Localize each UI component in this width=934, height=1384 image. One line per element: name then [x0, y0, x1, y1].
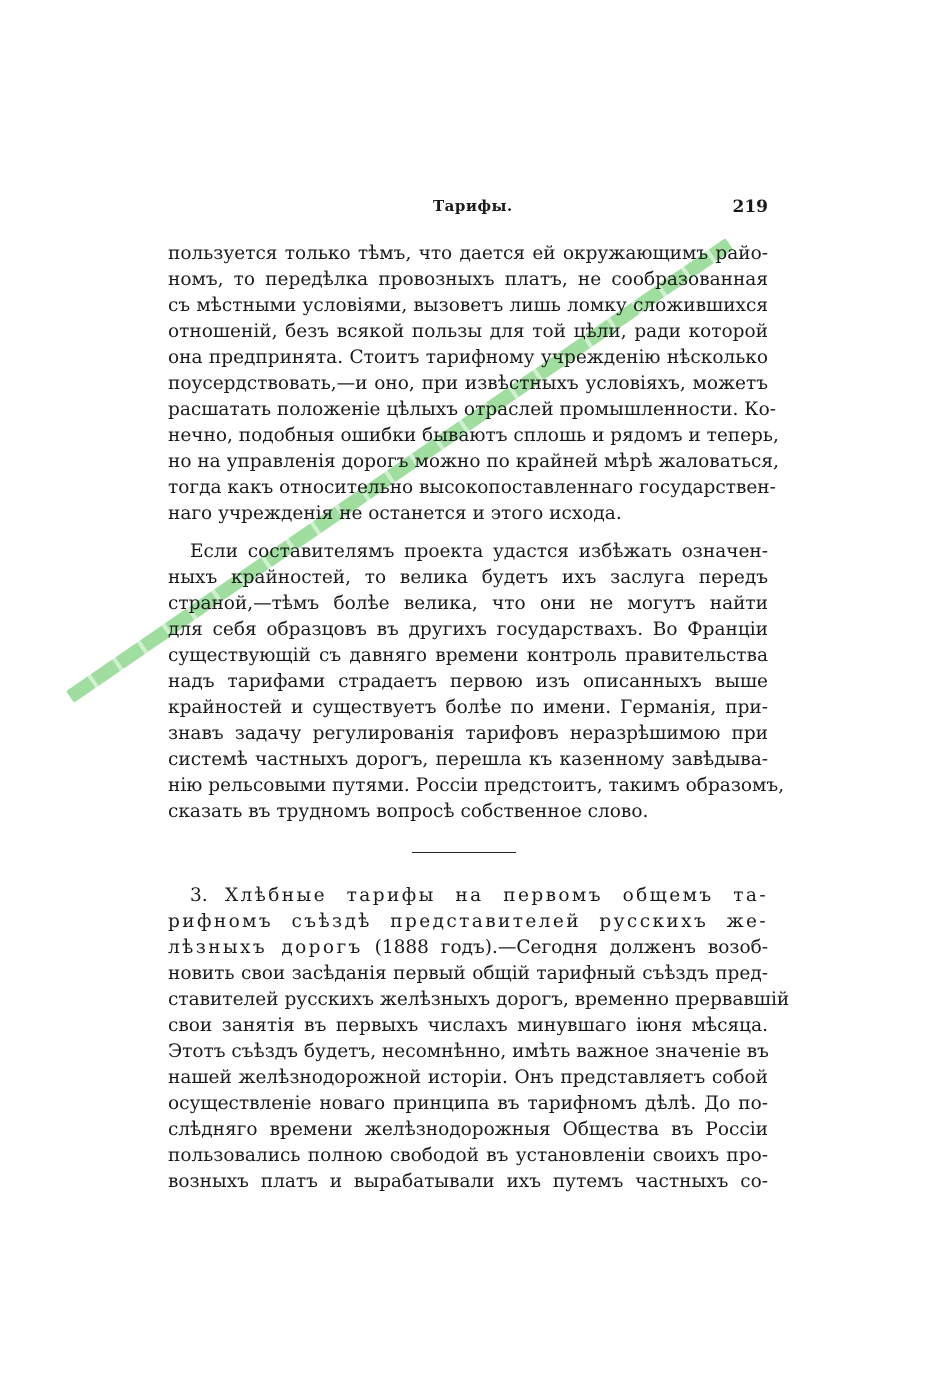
section-title-rest: (1888 годъ).—Сегодня долженъ возоб-: [362, 937, 768, 958]
page-header: [168, 197, 768, 219]
text-line: свои занятія въ первыхъ числахъ минувшаго іюня мѣсяца.: [168, 1015, 768, 1036]
page-number: 219: [732, 197, 768, 217]
text-line: нію рельсовыми путями. Россіи предстоитъ, такимъ образомъ,: [168, 775, 785, 796]
section-title-line: [168, 935, 768, 961]
text-line: нашей желѣзнодорожной исторіи. Онъ представляетъ собой: [168, 1067, 768, 1088]
text-line: надъ тарифами страдаетъ первою изъ описанныхъ выше: [168, 671, 768, 692]
text-line: наго учрежденія не останется и этого исхода.: [168, 503, 622, 524]
text-line: возныхъ платъ и вырабатывали ихъ путемъ частныхъ со-: [168, 1171, 768, 1192]
text-line: тогда какъ относительно высокопоставленнаго государствен-: [168, 477, 776, 498]
text-line: сказать въ трудномъ вопросѣ собственное слово.: [168, 801, 649, 822]
text-line: Этотъ съѣздъ будетъ, несомнѣнно, имѣть важное значеніе въ: [168, 1041, 769, 1062]
section-title-part: лѣзныхъ дорогъ: [168, 937, 363, 958]
section-title-part: Хлѣбные тарифы на первомъ общемъ та-: [224, 885, 768, 906]
text-line: системѣ частныхъ дорогъ, перешла къ казенному завѣдыва-: [168, 749, 768, 770]
section-title-line: рифномъ съѣздѣ представителей русскихъ же-: [168, 911, 768, 932]
section-heading-line: [168, 883, 768, 909]
text-line: ныхъ крайностей, то велика будетъ ихъ заслуга передъ: [168, 567, 768, 588]
text-line: страной,—тѣмъ болѣе велика, что они не могутъ найти: [168, 593, 768, 614]
paragraph-1: [168, 241, 779, 527]
text-line: Если составителямъ проекта удастся избѣжать означен-: [190, 541, 768, 562]
paragraph-2: [168, 539, 785, 825]
text-line: съ мѣстными условіями, вызоветъ лишь ломку сложившихся: [168, 295, 768, 316]
text-line: существующій съ давняго времени контроль правительства: [168, 645, 768, 666]
text-line: крайностей и существуетъ болѣе по имени. Германія, при-: [168, 697, 768, 718]
section-3: [168, 883, 790, 1195]
text-line: ставителей русскихъ желѣзныхъ дорогъ, временно прервавшій: [168, 989, 790, 1010]
text-line: она предпринята. Стоитъ тарифному учрежденію нѣсколько: [168, 347, 768, 368]
running-title: Тарифы.: [433, 197, 513, 215]
text-line: нечно, подобныя ошибки бываютъ сплошь и рядомъ и теперь,: [168, 425, 779, 446]
text-line: отношеній, безъ всякой пользы для той цѣли, ради которой: [168, 321, 768, 342]
text-line: расшатать положеніе цѣлыхъ отраслей промышленности. Ко-: [168, 399, 776, 420]
text-line: слѣдняго времени желѣзнодорожныя Общества въ Россіи: [168, 1119, 768, 1140]
text-line: знавъ задачу регулированія тарифовъ неразрѣшимою при: [168, 723, 768, 744]
text-line: номъ, то передѣлка провозныхъ платъ, не сообразованная: [168, 269, 768, 290]
section-number: 3.: [190, 885, 208, 906]
text-line: новить свои засѣданія первый общій тарифный съѣздъ пред-: [168, 963, 768, 984]
text-line: пользуется только тѣмъ, что дается ей окружающимъ райо-: [168, 243, 768, 264]
text-line: но на управленія дорогъ можно по крайней мѣрѣ жаловаться,: [168, 451, 779, 472]
section-separator: [412, 852, 516, 853]
text-line: осуществленіе новаго принципа въ тарифномъ дѣлѣ. До по-: [168, 1093, 768, 1114]
text-line: для себя образцовъ въ другихъ государствахъ. Во Франціи: [168, 619, 768, 640]
text-line: пользовались полною свободой въ установленіи своихъ про-: [168, 1145, 768, 1166]
text-line: поусердствовать,—и оно, при извѣстныхъ условіяхъ, можетъ: [168, 373, 768, 394]
